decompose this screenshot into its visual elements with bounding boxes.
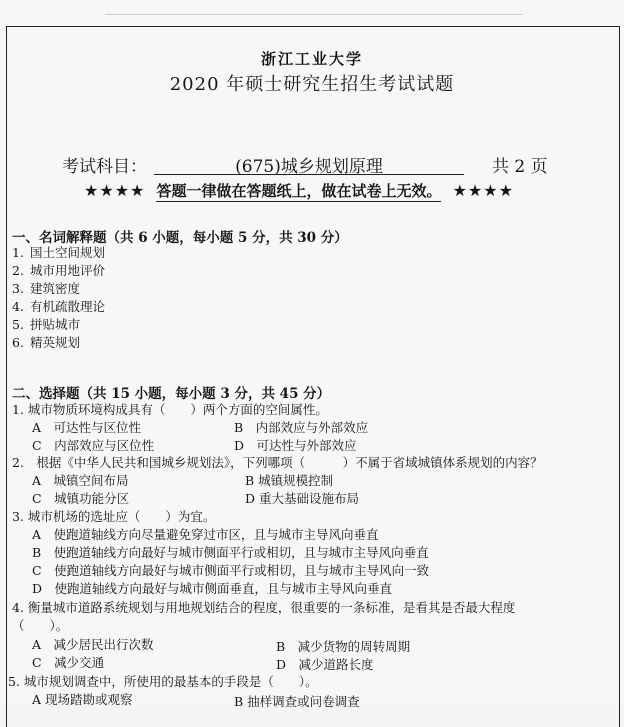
subject-row — [62, 152, 582, 178]
subject-value: (675)城乡规划原理 — [154, 152, 464, 175]
question-3-option-b: B 使跑道轴线方向最好与城市侧面平行或相切，且与城市主导风向垂直 — [32, 545, 429, 560]
question-4-option-a: A 减少居民出行次数 — [32, 637, 154, 652]
question-3-option-d: D 使跑道轴线方向最好与城市侧面垂直，且与城市主导风向垂直 — [32, 581, 393, 596]
list-item: 4. 有机疏散理论 — [12, 299, 105, 314]
section1-title: 一、名词解释题（共 6 小题，每小题 5 分，共 30 分） — [12, 230, 348, 246]
question-4-stem: 4. 衡量城市道路系统规划与用地规划结合的程度，很重要的一条标准，是看其是否最大程度 — [12, 600, 516, 615]
university-name: 浙江工业大学 — [260, 50, 363, 68]
question-2-option-b: B 城镇规模控制 — [245, 473, 334, 488]
notice-stars-left: ★★★★ — [84, 181, 146, 200]
subject-label: 考试科目： — [62, 157, 147, 177]
page-count: 共 2 页 — [492, 157, 548, 177]
question-1-option-a: A 可达性与区位性 — [32, 420, 142, 435]
page-frame — [6, 26, 620, 727]
notice-row — [84, 180, 544, 202]
question-4-option-b: B 减少货物的周转周期 — [276, 639, 411, 654]
question-1-option-d: D 可达性与外部效应 — [234, 438, 357, 453]
question-1-option-b: B 内部效应与外部效应 — [234, 420, 369, 435]
question-5-stem: 5. 城市规划调查中，所使用的最基本的手段是（ ）。 — [8, 674, 318, 689]
question-3-stem: 3. 城市机场的选址应（ ）为宜。 — [12, 509, 216, 524]
notice-text: 答题一律做在答题纸上，做在试卷上无效。 — [156, 182, 442, 200]
question-2-option-a: A 城镇空间布局 — [32, 473, 129, 488]
list-item: 1. 国土空间规划 — [12, 245, 105, 260]
section2-title: 二、选择题（共 15 小题，每小题 3 分，共 45 分） — [12, 386, 331, 402]
question-5-option-a: A 现场踏勘或观察 — [32, 692, 133, 707]
question-5-option-b: B 抽样调查或问卷调查 — [234, 694, 360, 709]
question-2-option-d: D 重大基础设施布局 — [245, 491, 359, 506]
list-item: 5. 拼贴城市 — [12, 317, 80, 332]
list-item: 6. 精英规划 — [12, 335, 80, 350]
question-4-option-c: C 减少交通 — [32, 655, 105, 670]
list-item: 2. 城市用地评价 — [12, 263, 105, 278]
question-1-option-c: C 内部效应与区位性 — [32, 438, 155, 453]
question-2-option-c: C 城镇功能分区 — [32, 491, 130, 506]
question-1-stem: 1. 城市物质环境构成具有（ ）两个方面的空间属性。 — [12, 402, 328, 417]
notice-stars-right: ★★★★ — [452, 181, 514, 200]
list-item: 3. 建筑密度 — [12, 281, 80, 296]
question-4-option-d: D 减少道路长度 — [276, 657, 374, 672]
question-3-option-c: C 使跑道轴线方向最好与城市侧面平行或相切，且与城市主导风向一致 — [32, 563, 430, 578]
exam-title: 2020 年硕士研究生招生考试试题 — [169, 74, 455, 95]
question-3-option-a: A 使跑道轴线方向尽量避免穿过市区，且与城市主导风向垂直 — [32, 527, 379, 542]
question-2-stem: 2. 根据《中华人民共和国城乡规划法》，下列哪项（ ）不属于省域城镇体系规划的内容？ — [12, 455, 543, 470]
top-rule — [105, 14, 523, 15]
question-4-stem-cont: （ ）。 — [12, 618, 69, 633]
